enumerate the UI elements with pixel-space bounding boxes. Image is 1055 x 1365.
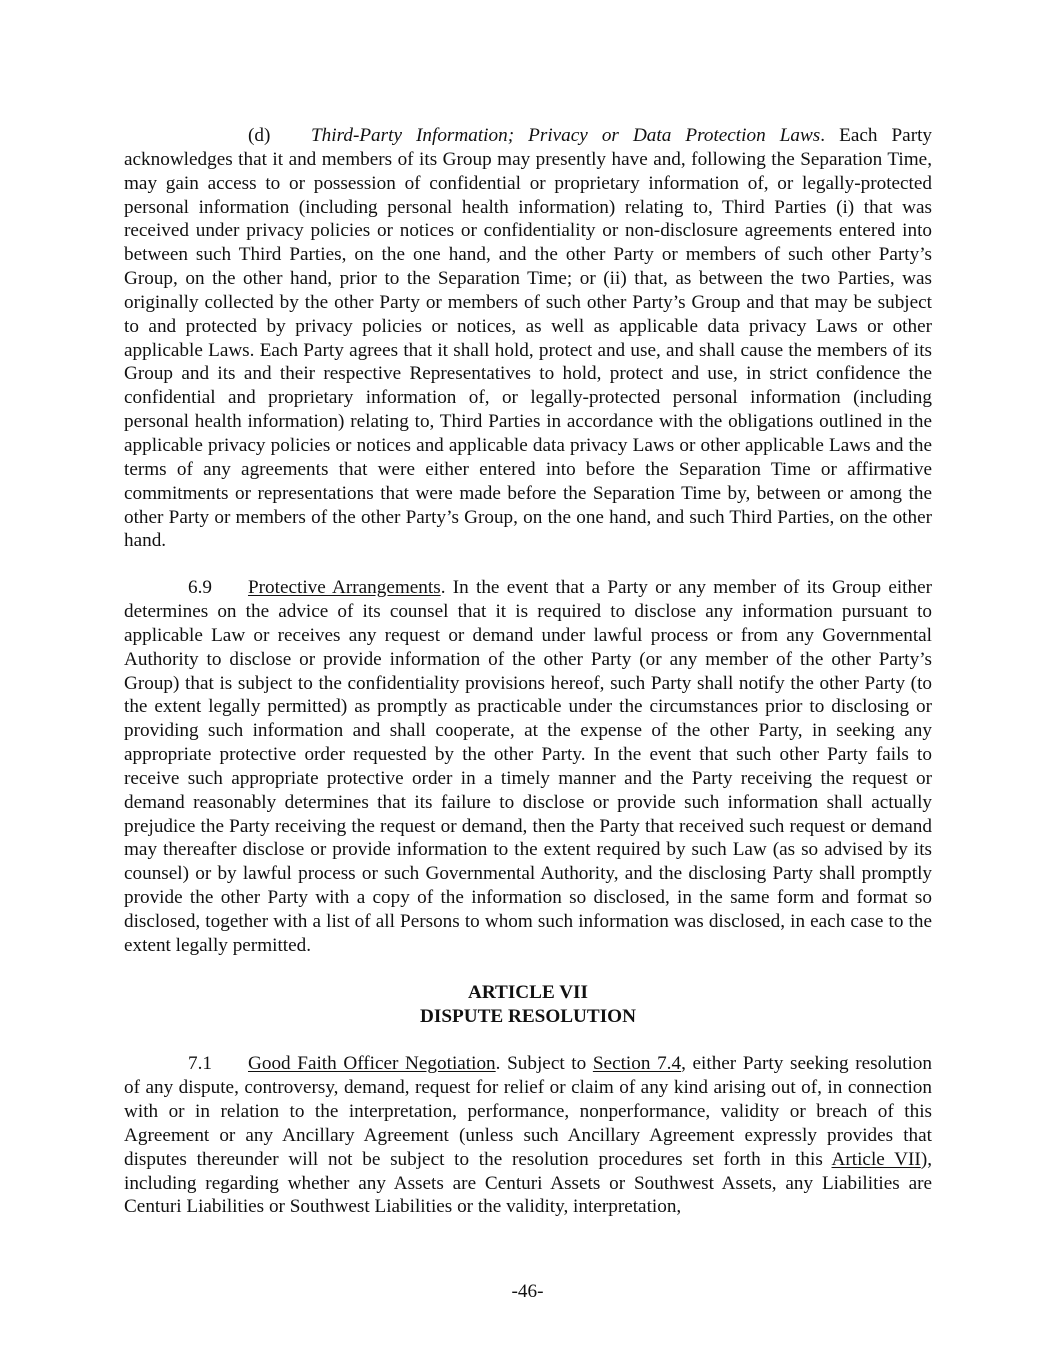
- article-vii-reference: Article VII: [831, 1148, 921, 1170]
- article-heading: [124, 981, 932, 1029]
- section-7-1-text-a: Subject to: [507, 1053, 587, 1075]
- section-6-9-number: 6.9: [188, 577, 212, 599]
- section-7-1-heading: Good Faith Officer Negotiation: [248, 1053, 496, 1075]
- section-7-1-number: 7.1: [188, 1053, 212, 1075]
- section-d-number: (d): [248, 125, 271, 146]
- section-6-9-body: In the event that a Party or any member of its Group either determines on the advice of its counsel that it is required to disclose any information pursuant to applicable Law or receives any request or demand under lawful process or from any Governmental Authority to disclose or provide information of the other Party (or any member of the other Party’s Group) that is subject to the confidentiality provisions hereof, such Party shall notify the other Party (to the extent legally permitted) as promptly as practicable under the circumstances prior to disclosing or providing such information and shall cooperate, at the expense of the other Party, in seeking any appropriate protective order requested by the other Party. In the event that such other Party fails to receive such appropriate protective order in a timely manner and the Party receiving the request or demand reasonably determines that its failure to disclose or provide such information shall actually prejudice the Party receiving the request or demand, then the Party that received such request or demand may thereafter disclose or provide information to the extent required by such Law (as so advised by its counsel) or by lawful process or such Governmental Authority, and the disclosing Party shall promptly provide the other Party with a copy of the information so disclosed, in the same form and format so disclosed, together with a list of all Persons to whom such information was disclosed, in each case to the extent legally permitted.: [124, 577, 933, 956]
- section-7-4-reference: Section 7.4: [592, 1053, 682, 1075]
- section-d-body: Each Party acknowledges that it and members of its Group may presently have and, following the Separation Time, may gain access to or possession of confidential or proprietary information of, or legally-protected personal information (including personal health information) relating to, Third Parties (i) that was received under privacy policies or notices or confidentiality or non-disclosure agreements entered into between such Third Parties, on the one hand, and the other Party or members of such other Party’s Group, on the other hand, prior to the Separation Time; or (ii) that, as between the two Parties, was originally collected by the other Party or members of such other Party’s Group and that may be subject to and protected by privacy policies or notices, as well as applicable data privacy Laws or other applicable Laws. Each Party agrees that it shall hold, protect and use, and shall cause the members of its Group and its and their respective Representatives to hold, protect and use, in strict confidence the confidential and proprietary information of, or legally-protected personal information (including personal health information) relating to, Third Parties in accordance with the obligations outlined in the applicable privacy policies or notices and applicable data privacy Laws or other applicable Laws and the terms of any agreements that were either entered into before the Separation Time or affirmative commitments or representations that were made before the Separation Time by, between or among the other Party or members of the other Party’s Group, on the one hand, and such Third Parties, on the other hand.: [124, 125, 933, 552]
- paragraph-section-7-1: [124, 1052, 932, 1219]
- section-7-1-heading-period: .: [495, 1053, 501, 1075]
- article-number: ARTICLE VII: [468, 981, 588, 1003]
- paragraph-section-6-9: [124, 576, 932, 958]
- section-7-1-text-b: , either Party seeking resolution of any dispute, controversy, demand, request for relief or claim of any kind arising out of, in connection with or in relation to the interpretation, performance, nonperformance, validity or breach of this Agreement or any Ancillary Agreement (unless such Ancillary Agreement expressly provides that disputes thereunder will not be subject to the resolution procedures set forth in this: [124, 1053, 932, 1170]
- section-6-9-heading: Protective Arrangements: [248, 577, 441, 599]
- section-d-heading: Third-Party Information; Privacy or Data Protection Laws: [311, 125, 821, 146]
- section-6-9-heading-period: .: [440, 577, 446, 599]
- paragraph-section-d: [124, 124, 932, 553]
- section-7-1-text-c: ), including regarding whether any Assets are Centuri Assets or Southwest Assets, any Liabilities are Centuri Liabilities or Southwest Liabilities or the validity, interpretation,: [124, 1148, 932, 1218]
- article-title: DISPUTE RESOLUTION: [420, 1005, 636, 1027]
- section-d-heading-period: .: [820, 125, 826, 146]
- page-number: -46-: [511, 1281, 544, 1302]
- document-page: [124, 124, 932, 1219]
